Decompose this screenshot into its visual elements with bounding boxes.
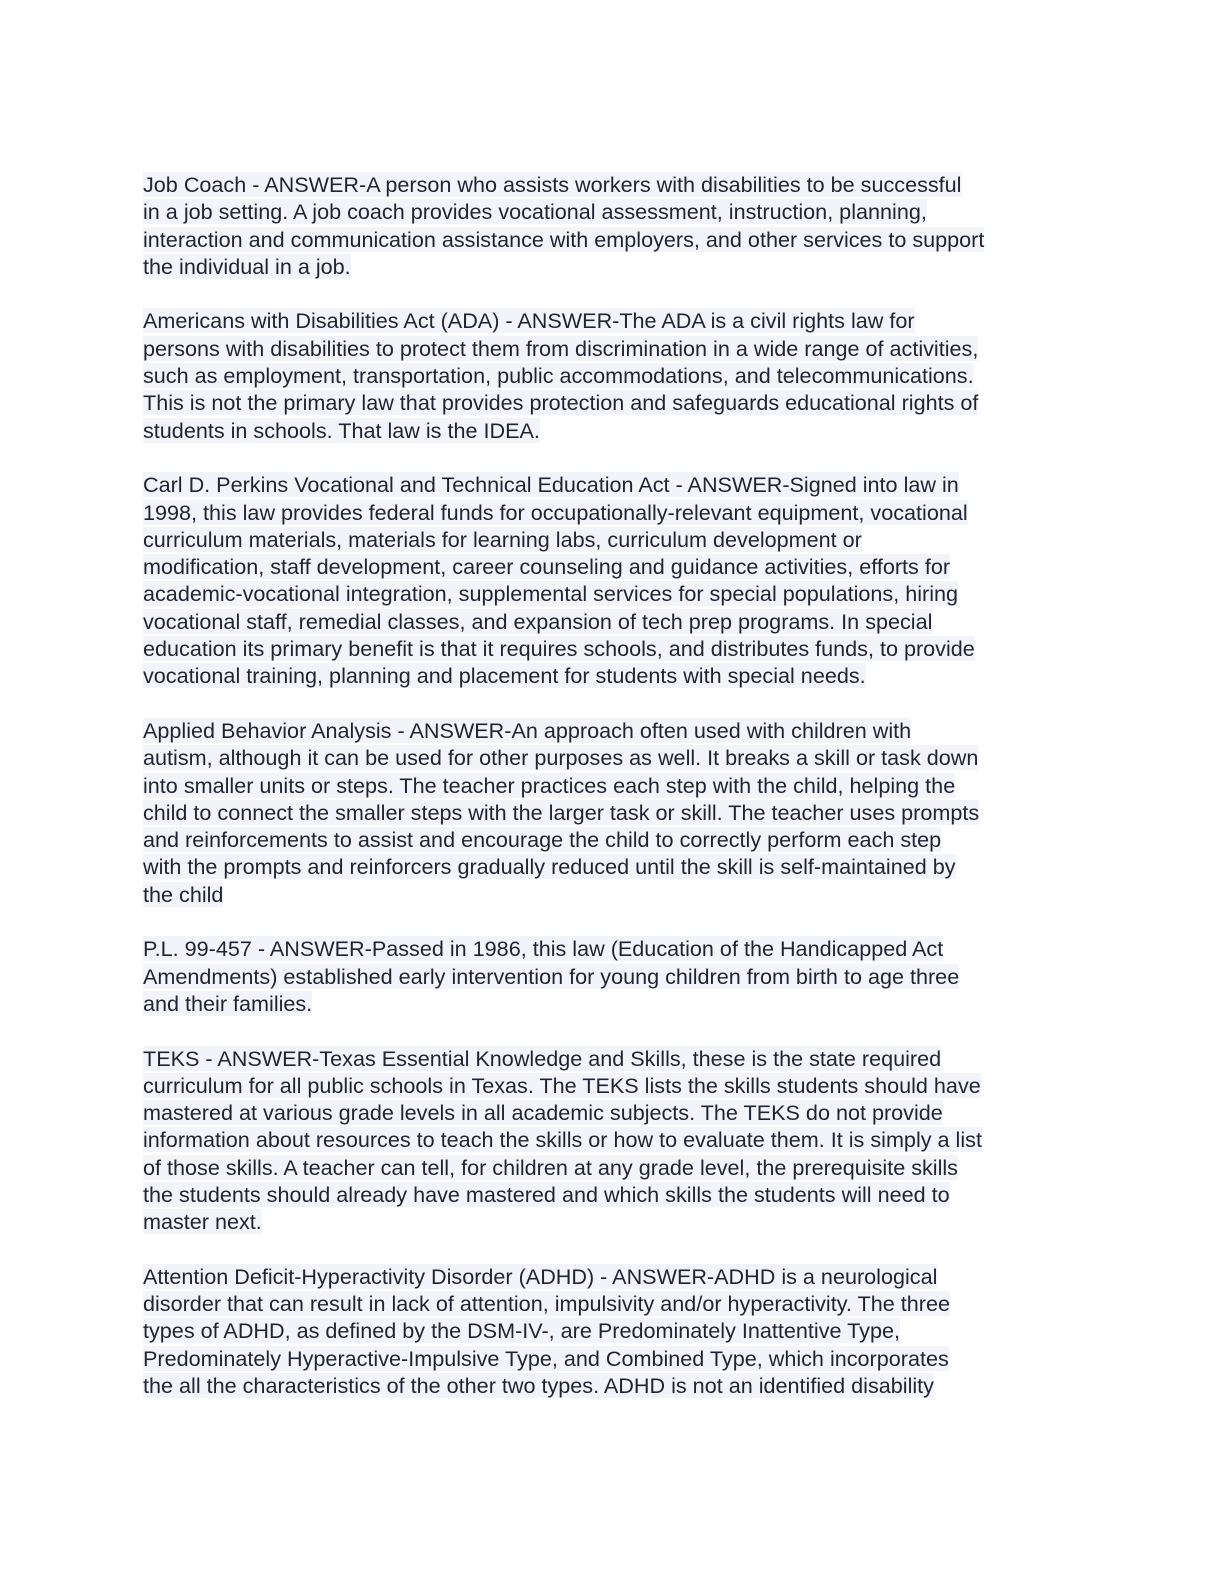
text-line-content: in a job setting. A job coach provides vocational assessment, instruction, planning,	[143, 199, 927, 225]
text-line-content: curriculum for all public schools in Texas. The TEKS lists the skills students should have	[143, 1072, 981, 1098]
text-line	[143, 389, 1083, 416]
text-line	[143, 1345, 1083, 1372]
text-line-content: P.L. 99-457 - ANSWER-Passed in 1986, this law (Education of the Handicapped Act	[143, 936, 944, 962]
paragraph	[143, 1045, 1083, 1236]
text-line-content: TEKS - ANSWER-Texas Essential Knowledge and Skills, these is the state required	[143, 1045, 942, 1071]
text-line	[143, 253, 1083, 280]
text-line	[143, 553, 1083, 580]
text-line	[143, 471, 1083, 498]
text-line	[143, 526, 1083, 553]
text-line-content: persons with disabilities to protect them from discrimination in a wide range of activities,	[143, 335, 979, 361]
text-line	[143, 1372, 1083, 1399]
text-line-content: students in schools. That law is the IDEA.	[143, 417, 540, 443]
text-line-content: modification, staff development, career counseling and guidance activities, efforts for	[143, 554, 951, 580]
text-line-content: vocational training, planning and placement for students with special needs.	[143, 663, 866, 689]
text-line-content: into smaller units or steps. The teacher practices each step with the child, helping the	[143, 772, 956, 798]
text-line-content: education its primary benefit is that it requires schools, and distributes funds, to provide	[143, 636, 975, 662]
text-line	[143, 226, 1083, 253]
text-line	[143, 717, 1083, 744]
text-line-content: the individual in a job.	[143, 253, 351, 279]
text-line	[143, 1290, 1083, 1317]
paragraph	[143, 1263, 1083, 1399]
text-line	[143, 963, 1083, 990]
text-line-content: Attention Deficit-Hyperactivity Disorder (ADHD) - ANSWER-ADHD is a neurological	[143, 1263, 938, 1289]
text-line	[143, 1126, 1083, 1153]
paragraph	[143, 935, 1083, 1017]
text-line-content: Applied Behavior Analysis - ANSWER-An approach often used with children with	[143, 717, 912, 743]
text-line-content: mastered at various grade levels in all academic subjects. The TEKS do not provide	[143, 1100, 943, 1126]
text-line	[143, 1072, 1083, 1099]
document-body	[143, 171, 1083, 1427]
text-line-content: Carl D. Perkins Vocational and Technical Education Act - ANSWER-Signed into law in	[143, 472, 959, 498]
text-line	[143, 580, 1083, 607]
text-line-content: Job Coach - ANSWER-A person who assists workers with disabilities to be successful	[143, 172, 962, 197]
text-line	[143, 826, 1083, 853]
text-line	[143, 198, 1083, 225]
text-line	[143, 635, 1083, 662]
text-line	[143, 362, 1083, 389]
text-line	[143, 307, 1083, 334]
text-line	[143, 799, 1083, 826]
text-line-content: disorder that can result in lack of attention, impulsivity and/or hyperactivity. The three	[143, 1291, 950, 1317]
text-line	[143, 1181, 1083, 1208]
text-line-content: types of ADHD, as defined by the DSM-IV-, are Predominately Inattentive Type,	[143, 1318, 900, 1344]
text-line-content: information about resources to teach the skills or how to evaluate them. It is simply a list	[143, 1127, 982, 1153]
text-line	[143, 853, 1083, 880]
text-line	[143, 881, 1083, 908]
text-line-content: curriculum materials, materials for learning labs, curriculum development or	[143, 526, 862, 552]
text-line	[143, 662, 1083, 689]
text-line	[143, 171, 1083, 198]
text-line-content: with the prompts and reinforcers gradually reduced until the skill is self-maintained by	[143, 854, 956, 880]
text-line-content: 1998, this law provides federal funds for occupationally-relevant equipment, vocational	[143, 499, 968, 525]
text-line	[143, 1154, 1083, 1181]
text-line	[143, 744, 1083, 771]
text-line	[143, 990, 1083, 1017]
paragraph	[143, 471, 1083, 689]
text-line-content: autism, although it can be used for other purposes as well. It breaks a skill or task down	[143, 745, 979, 771]
text-line-content: of those skills. A teacher can tell, for children at any grade level, the prerequisite skills	[143, 1154, 958, 1180]
text-line	[143, 335, 1083, 362]
text-line-content: vocational staff, remedial classes, and expansion of tech prep programs. In special	[143, 608, 933, 634]
text-line-content: This is not the primary law that provides protection and safeguards educational rights of	[143, 390, 979, 416]
text-line	[143, 608, 1083, 635]
text-line-content: the students should already have mastered and which skills the students will need to	[143, 1181, 950, 1207]
text-line-content: child to connect the smaller steps with the larger task or skill. The teacher uses prompts	[143, 799, 980, 825]
paragraph	[143, 717, 1083, 908]
text-line-content: the all the characteristics of the other two types. ADHD is not an identified disability	[143, 1373, 934, 1399]
text-line-content: Amendments) established early intervention for young children from birth to age three	[143, 963, 960, 989]
text-line	[143, 935, 1083, 962]
text-line	[143, 1099, 1083, 1126]
text-line	[143, 417, 1083, 444]
text-line-content: the child	[143, 881, 224, 907]
text-line	[143, 499, 1083, 526]
text-line	[143, 1263, 1083, 1290]
paragraph	[143, 307, 1083, 443]
text-line-content: Predominately Hyperactive-Impulsive Type, and Combined Type, which incorporates	[143, 1345, 949, 1371]
text-line	[143, 1317, 1083, 1344]
text-line-content: and their families.	[143, 990, 313, 1016]
text-line-content: and reinforcements to assist and encourage the child to correctly perform each step	[143, 827, 942, 853]
text-line	[143, 772, 1083, 799]
text-line	[143, 1045, 1083, 1072]
text-line	[143, 1208, 1083, 1235]
text-line-content: Americans with Disabilities Act (ADA) - ANSWER-The ADA is a civil rights law for	[143, 308, 915, 334]
text-line-content: academic-vocational integration, supplemental services for special populations, hiring	[143, 581, 959, 607]
paragraph	[143, 171, 1083, 280]
text-line-content: master next.	[143, 1209, 262, 1235]
text-line-content: interaction and communication assistance with employers, and other services to support	[143, 226, 985, 252]
text-line-content: such as employment, transportation, public accommodations, and telecommunications.	[143, 363, 974, 389]
